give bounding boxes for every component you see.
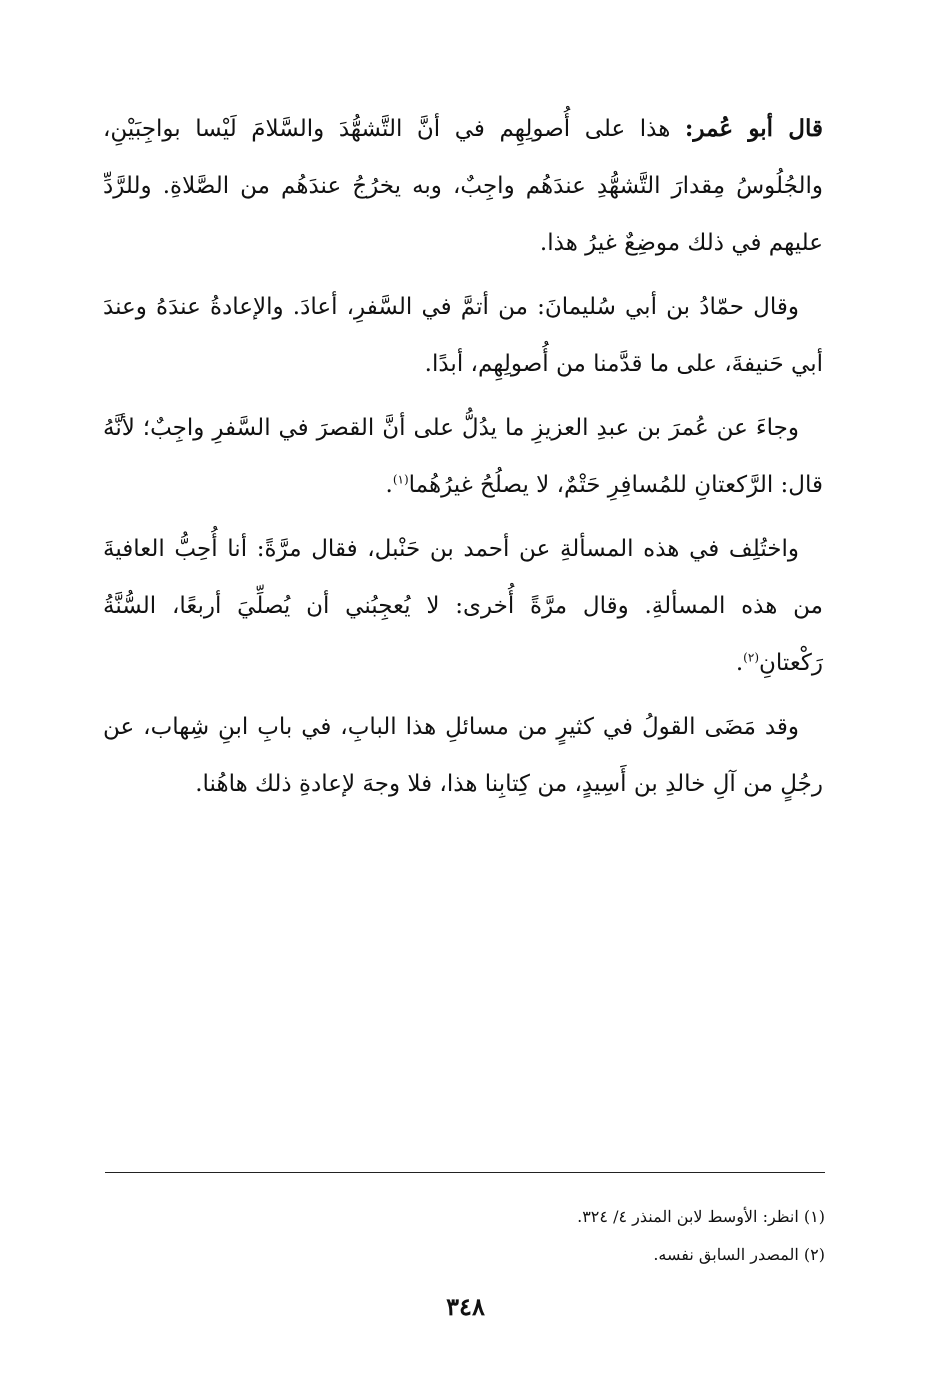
paragraph-3-text: وجاءَ عن عُمرَ بن عبدِ العزيزِ ما يدُلُّ على أنَّ القصرَ في السَّفرِ واجِبٌ؛ لأنَّهُ قال: الرَّكعتانِ للمُسافِرِ حَتْمٌ، لا يصلُحُ غيرُهُما (103, 415, 823, 498)
footnotes (105, 1198, 825, 1274)
paragraph-4 (103, 521, 823, 692)
paragraph-3 (103, 400, 823, 514)
footnote-2: (٢) المصدر السابق نفسه. (653, 1245, 825, 1264)
paragraph-5-text: وقد مَضَى القولُ في كثيرٍ من مسائلِ هذا البابِ، في بابِ ابنِ شِهاب، عن رجُلٍ من آلِ خالدِ بن أَسِيدٍ، من كِتابِنا هذا، فلا وجهَ لإعادةِ ذلك هاهُنا. (103, 714, 823, 797)
paragraph-5 (103, 699, 823, 813)
paragraph-1-text: هذا على أُصولِهِم في أنَّ التَّشهُّدَ والسَّلامَ لَيْسا بواجِبَيْنِ، والجُلُوسُ مِقدارَ التَّشهُّدِ عندَهُم واجِبٌ، وبه يخرُجُ عندَهُم من الصَّلاةِ. وللرَّدِّ عليهم في ذلك موضِعٌ غيرُ هذا. (103, 116, 823, 256)
paragraph-2-text: وقال حمّادُ بن أبي سُليمانَ: من أتمَّ في السَّفرِ، أعادَ. والإعادةُ عندَهُ وعندَ أبي حَنيفةَ، على ما قدَّمنا من أُصولِهِم، أبدًا. (103, 294, 823, 377)
paragraph-1-lead: قال أبو عُمر: (684, 115, 824, 142)
main-text (103, 100, 823, 820)
footnote-separator (105, 1172, 825, 1173)
footnote-marker-1[interactable]: (١) (392, 472, 409, 487)
footnote-marker-2[interactable]: (٢) (743, 650, 759, 665)
page-number: ٣٤٨ (446, 1292, 485, 1321)
paragraph-3-tail: . (385, 472, 393, 498)
paragraph-4-text: واختُلِف في هذه المسألةِ عن أحمد بن حَنْبل، فقال مرَّةً: أنا أُحِبُّ العافيةَ من هذه المسألةِ. وقال مرَّةً أُخرى: لا يُعجِبُني أن يُصلِّيَ أربعًا، السُّنَّةُ رَكْعتانِ (103, 536, 823, 676)
footnote-1: (١) انظر: الأوسط لابن المنذر ٤/ ٣٢٤. (577, 1207, 825, 1226)
paragraph-2 (103, 279, 823, 393)
paragraph-4-tail: . (735, 650, 744, 676)
paragraph-1 (103, 100, 823, 272)
